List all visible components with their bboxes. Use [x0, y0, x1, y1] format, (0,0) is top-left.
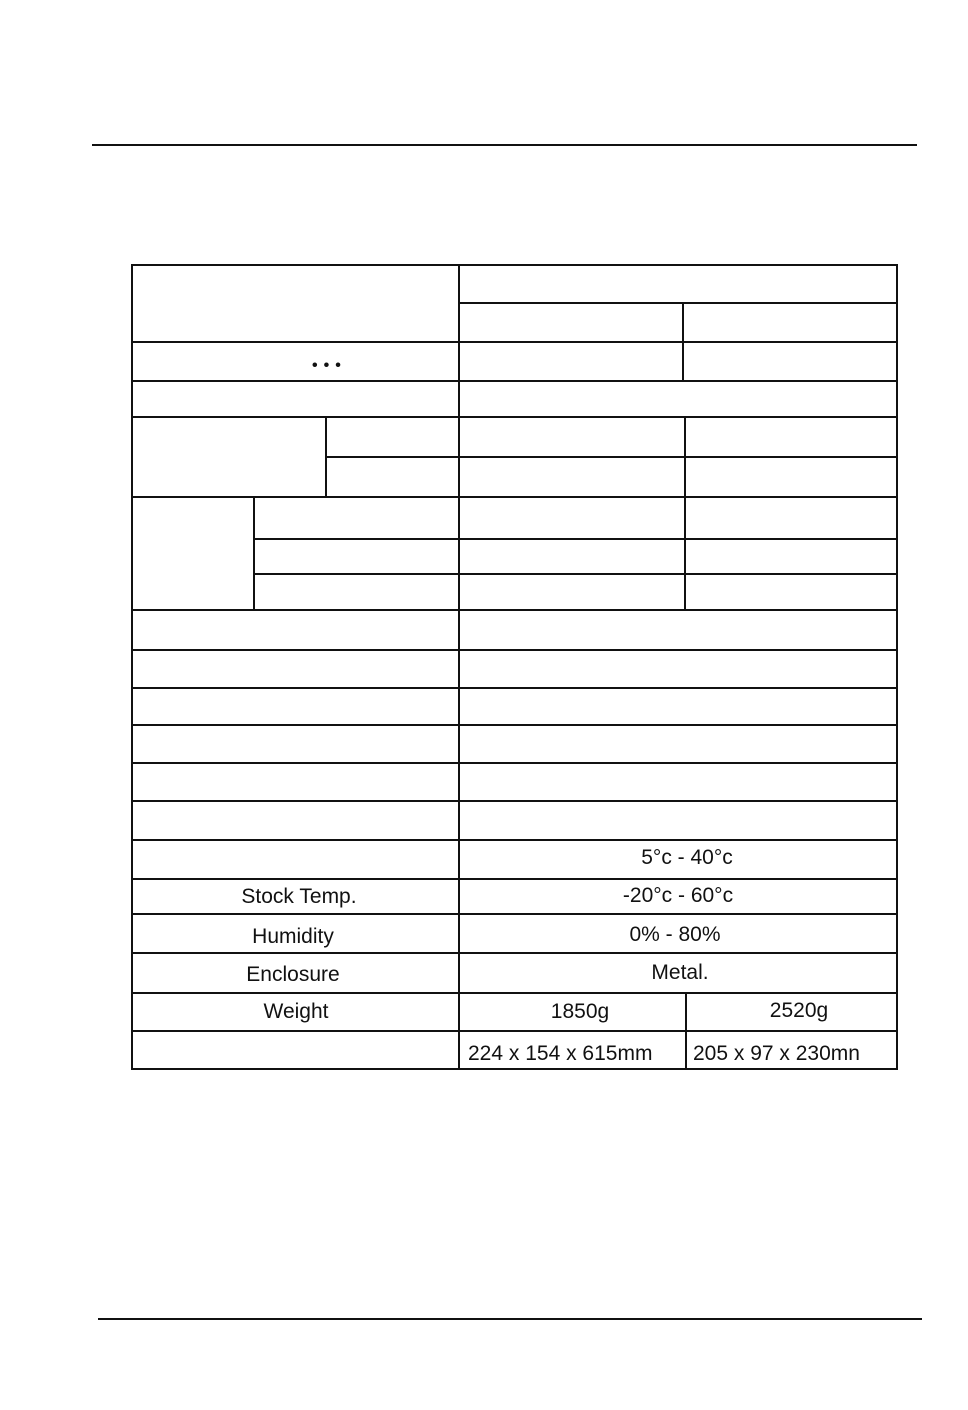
- table-border-top: [131, 264, 897, 266]
- table-line: [458, 302, 897, 304]
- table-line: [131, 380, 897, 382]
- weight-label: Weight: [263, 1000, 329, 1023]
- weight-value-1: 1850g: [550, 1000, 610, 1023]
- table-line: [131, 839, 897, 841]
- weight-value-2: 2520g: [769, 999, 829, 1022]
- enclosure-value: Metal.: [651, 961, 709, 984]
- stock-temp-label: Stock Temp.: [241, 885, 357, 908]
- table-line: [131, 496, 897, 498]
- table-line: [131, 341, 897, 343]
- table-line: [131, 913, 897, 915]
- table-line: [131, 724, 897, 726]
- table-line: [131, 952, 897, 954]
- stock-temp-value: -20°c - 60°c: [622, 884, 734, 907]
- faded-mark: •••: [312, 357, 347, 374]
- enclosure-label: Enclosure: [246, 963, 340, 986]
- table-border-bottom: [131, 1068, 897, 1070]
- dimensions-value-2: 205 x 97 x 230mn: [693, 1042, 860, 1065]
- table-border-right: [896, 264, 898, 1070]
- table-line: [131, 992, 897, 994]
- table-line: [131, 687, 897, 689]
- table-line: [253, 538, 897, 540]
- table-divider-models-mid: [684, 416, 686, 610]
- humidity-value: 0% - 80%: [629, 923, 721, 946]
- operating-temp-value: 5°c - 40°c: [641, 846, 733, 869]
- table-line: [131, 609, 897, 611]
- header-rule: [92, 144, 917, 146]
- table-line: [325, 456, 897, 458]
- dimensions-value-1: 224 x 154 x 615mm: [468, 1042, 653, 1065]
- table-line: [131, 416, 897, 418]
- table-line: [253, 573, 897, 575]
- table-line: [131, 878, 897, 880]
- table-line: [131, 649, 897, 651]
- table-line: [131, 762, 897, 764]
- footer-rule: [98, 1318, 922, 1320]
- humidity-label: Humidity: [252, 925, 334, 948]
- table-line: [131, 1030, 897, 1032]
- table-divider-main: [458, 264, 460, 1070]
- table-divider-sub-b: [253, 496, 255, 609]
- table-border-left: [131, 264, 133, 1070]
- table-line: [131, 800, 897, 802]
